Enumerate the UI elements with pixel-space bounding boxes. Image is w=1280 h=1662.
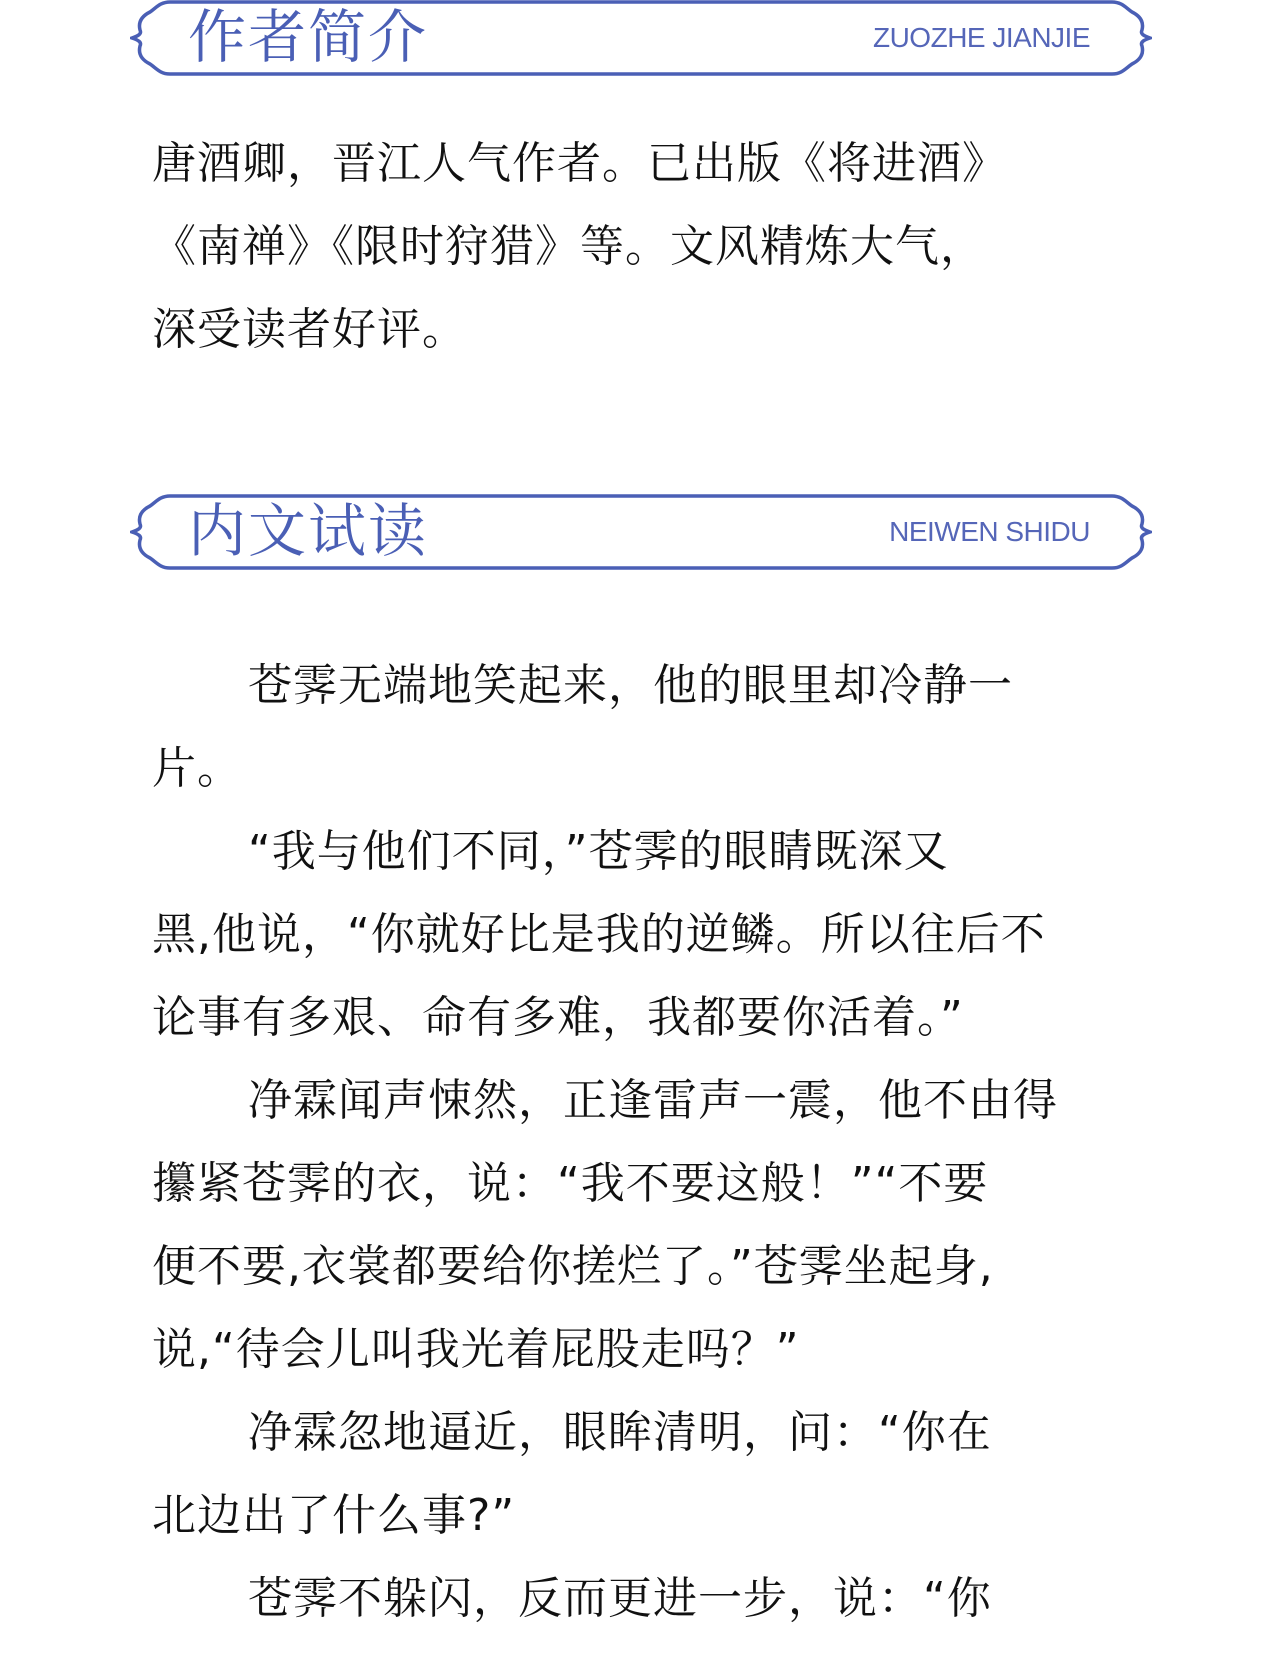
author-intro-text [152, 122, 1142, 371]
section-title-en: NEIWEN SHIDU [889, 516, 1090, 547]
excerpt-text [152, 644, 1142, 1640]
text-line: 唐酒卿，晋江人气作者。已出版《将进酒》 [152, 138, 1007, 189]
text-line: 攥紧苍霁的衣，说：“我不要这般！”“不要 [152, 1158, 989, 1209]
section-title-en: ZUOZHE JIANJIE [872, 22, 1090, 53]
text-line: “我与他们不同，”苍霁的眼睛既深又 [248, 826, 949, 877]
text-line: 《南禅》《限时狩猎》等。文风精炼大气， [152, 221, 985, 272]
section-title-cn: 内文试读 [188, 497, 429, 565]
text-line: 北边出了什么事?” [152, 1490, 516, 1541]
text-line: 黑,他说，“你就好比是我的逆鳞。所以往后不 [152, 909, 1046, 960]
section-header-excerpt [130, 492, 1152, 572]
text-line: 苍霁不躲闪，反而更进一步，说：“你 [248, 1573, 992, 1624]
section-header-author-intro [130, 0, 1152, 78]
text-line: 便不要,衣裳都要给你搓烂了。”苍霁坐起身, [152, 1241, 994, 1292]
text-line: 苍霁无端地笑起来，他的眼里却冷静一 [248, 660, 1013, 711]
text-line: 片。 [152, 743, 242, 794]
text-line: 说,“待会儿叫我光着屁股走吗？” [152, 1324, 800, 1375]
text-line: 净霖忽地逼近，眼眸清明，问：“你在 [248, 1407, 992, 1458]
text-line: 净霖闻声悚然，正逢雷声一震，他不由得 [248, 1075, 1058, 1126]
section-title-cn: 作者简介 [188, 3, 429, 71]
text-line: 论事有多艰、命有多难，我都要你活着。” [152, 992, 964, 1043]
text-line: 深受读者好评。 [152, 304, 467, 355]
